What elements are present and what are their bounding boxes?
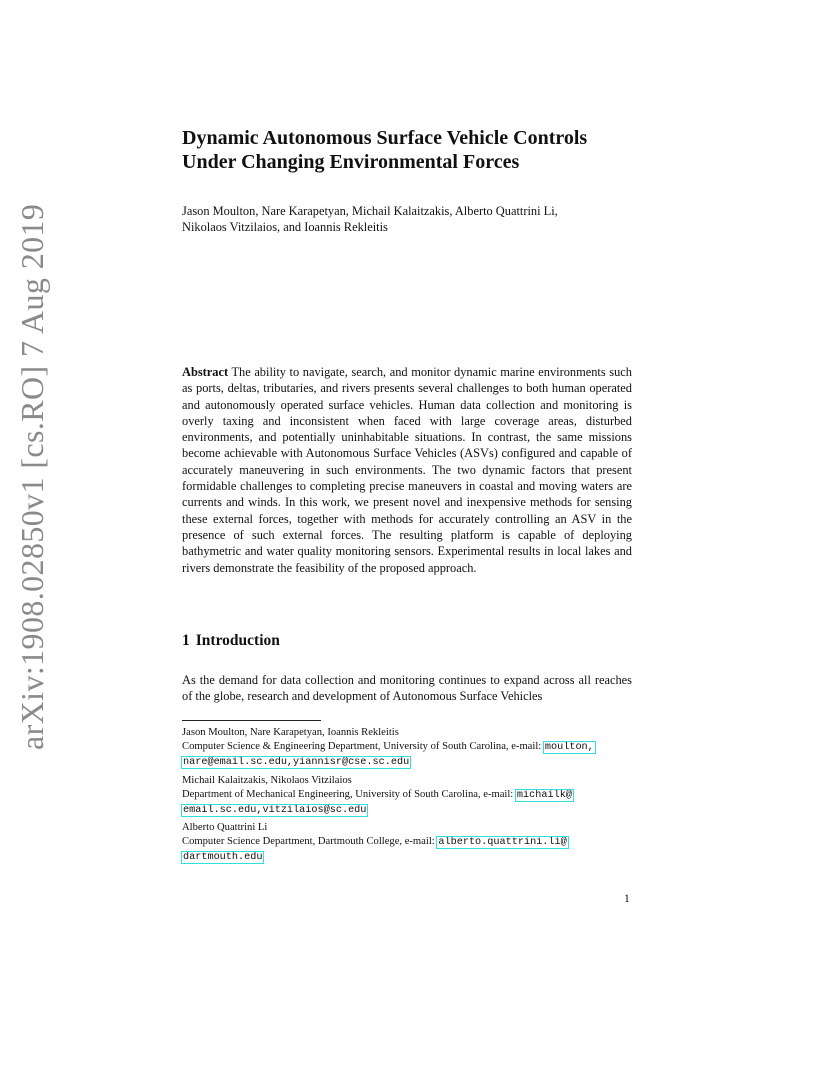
email-link[interactable]: alberto.quattrini.li@ — [438, 837, 567, 848]
section-number: 1 — [182, 632, 190, 649]
author-line-2: Nikolaos Vitzilaios, and Ioannis Rekleitis — [182, 220, 388, 234]
author-line-1: Jason Moulton, Nare Karapetyan, Michail Kalaitzakis, Alberto Quattrini Li, — [182, 204, 558, 218]
email-link[interactable]: michailk@ — [516, 790, 572, 801]
abstract-label: Abstract — [182, 365, 229, 379]
footnote-affiliation-3 — [182, 821, 632, 865]
section-title: Introduction — [195, 632, 280, 649]
footnote-names: Alberto Quattrini Li — [182, 822, 268, 833]
paper-title — [182, 126, 642, 174]
paper-title-line-1: Dynamic Autonomous Surface Vehicle Controls — [182, 127, 588, 149]
author-list — [182, 203, 642, 235]
email-link[interactable]: dartmouth.edu — [183, 852, 263, 863]
footnote-names: Jason Moulton, Nare Karapetyan, Ioannis Rekleitis — [182, 727, 399, 738]
abstract — [182, 364, 632, 576]
footnote-affiliation: Computer Science Department, Dartmouth College, e-mail: — [182, 836, 435, 847]
footnote-names: Michail Kalaitzakis, Nikolaos Vitzilaios — [182, 775, 352, 786]
section-heading — [182, 632, 280, 650]
footnote-rule — [182, 720, 321, 721]
footnote-affiliation-1 — [182, 726, 632, 770]
arxiv-stamp: arXiv:1908.02850v1 [cs.RO] 7 Aug 2019 — [14, 203, 50, 750]
abstract-text: The ability to navigate, search, and monitor dynamic marine environments such as ports, deltas, tributaries, and rivers presents several challenges to both human operated and autonomously operated surface vehicles. Human data collection and monitoring is overly taxing and inconsistent when faced with large coverage areas, disturbed environments, and potentially uninhabitable situations. In contrast, the same missions become achievable with Autonomous Surface Vehicles (ASVs) configured and capable of accurately maneuvering in such environments. The two dynamic factors that present formidable challenges to completing precise maneuvers in coastal and moving waters are currents and winds. In this work, we present novel and inexpensive methods for sensing these external forces, together with methods for accurately controlling an ASV in the presence of such external forces. The resulting platform is capable of deploying bathymetric and water quality monitoring sensors. Experimental results in local lakes and rivers demonstrate the feasibility of the proposed approach. — [182, 365, 632, 575]
email-link[interactable]: moulton, — [544, 742, 594, 753]
email-link[interactable]: nare@email.sc.edu,yiannisr@cse.sc.edu — [183, 757, 410, 768]
paper-title-line-2: Under Changing Environmental Forces — [182, 151, 520, 173]
footnote-affiliation-2 — [182, 774, 632, 818]
footnote-affiliation: Computer Science & Engineering Department, University of South Carolina, e-mail: — [182, 741, 542, 752]
footnote-affiliation: Department of Mechanical Engineering, University of South Carolina, e-mail: — [182, 789, 514, 800]
page-number: 1 — [624, 893, 630, 905]
intro-paragraph: As the demand for data collection and monitoring continues to expand across all reaches of the globe, research and development of Autonomous Surface Vehicles — [182, 673, 632, 704]
email-link[interactable]: email.sc.edu,vitzilaios@sc.edu — [183, 805, 367, 816]
